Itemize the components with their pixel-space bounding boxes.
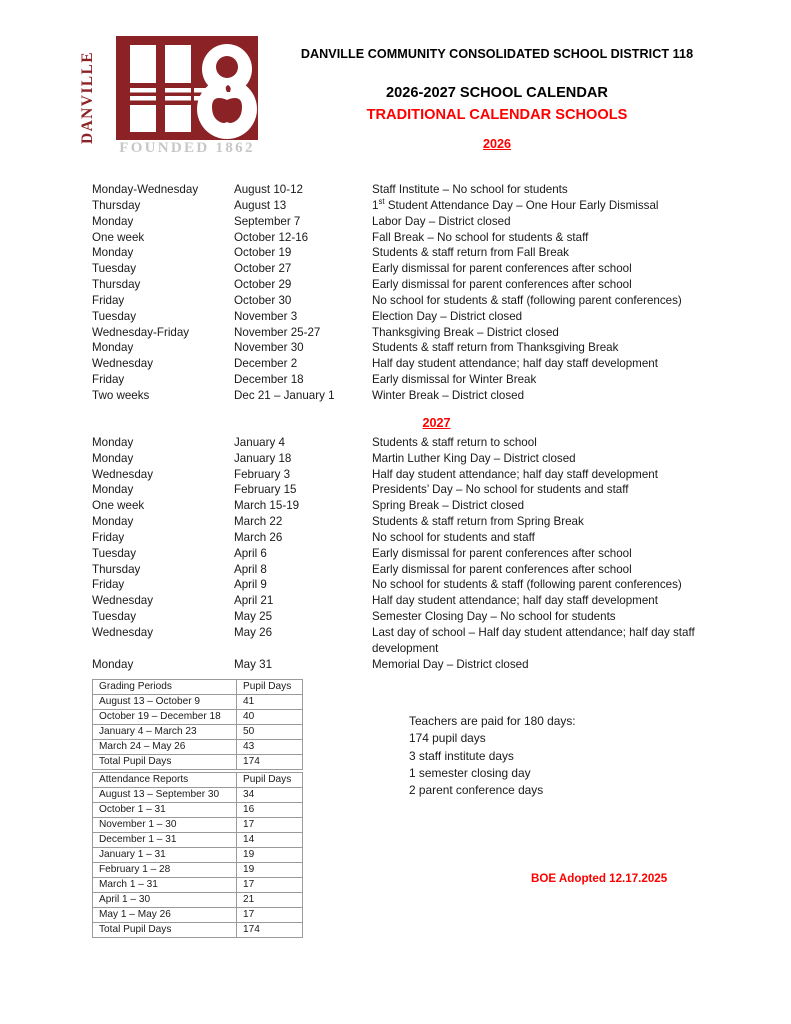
logo-vertical-danville-text: DANVILLE bbox=[79, 50, 96, 144]
calendar-date: October 30 bbox=[234, 293, 292, 307]
calendar-description: Semester Closing Day – No school for students bbox=[372, 610, 616, 624]
calendar-day-of-week: Monday-Wednesday bbox=[92, 183, 199, 196]
grading-periods-table bbox=[92, 679, 303, 770]
calendar-day-of-week: Friday bbox=[92, 530, 125, 544]
table-cell-label: January 1 – 31 bbox=[93, 848, 237, 863]
table-cell-value: 34 bbox=[237, 788, 303, 803]
calendar-day-of-week: Monday bbox=[92, 435, 134, 449]
calendar-row bbox=[0, 261, 791, 277]
table-cell-value: 174 bbox=[237, 923, 303, 938]
calendar-date: November 30 bbox=[234, 341, 304, 355]
table-row bbox=[93, 740, 303, 755]
calendar-description: Early dismissal for parent conferences after school bbox=[372, 546, 632, 560]
year-heading-2026: 2026 bbox=[482, 137, 512, 151]
calendar-row bbox=[0, 182, 791, 198]
calendar-row bbox=[0, 593, 791, 609]
calendar-row bbox=[0, 514, 791, 530]
calendar-day-of-week: One week bbox=[92, 230, 145, 244]
table-cell-value: 14 bbox=[237, 833, 303, 848]
calendar-row bbox=[0, 372, 791, 388]
calendar-date: October 29 bbox=[234, 278, 292, 292]
calendar-date: October 19 bbox=[234, 246, 292, 260]
table-row bbox=[93, 923, 303, 938]
calendar-day-of-week: Wednesday bbox=[92, 467, 154, 481]
calendar-row bbox=[0, 657, 791, 673]
calendar-date: May 31 bbox=[234, 657, 273, 671]
table-column-header: Grading Periods bbox=[93, 680, 237, 695]
calendar-date: August 13 bbox=[234, 198, 287, 212]
title-block bbox=[262, 0, 732, 151]
calendar-description: Fall Break – No school for students & staff bbox=[372, 230, 589, 244]
calendar-day-of-week: Friday bbox=[92, 293, 125, 307]
calendar-day-of-week: Thursday bbox=[92, 278, 141, 292]
table-cell-label: August 13 – October 9 bbox=[93, 695, 237, 710]
calendar-row bbox=[0, 198, 791, 214]
calendar-row bbox=[0, 356, 791, 372]
calendar-row bbox=[0, 498, 791, 514]
calendar-row bbox=[0, 309, 791, 325]
calendar-description: Half day student attendance; half day staff development bbox=[372, 357, 658, 371]
calendar-date: November 25-27 bbox=[234, 325, 321, 339]
table-row bbox=[93, 833, 303, 848]
calendar-description: Half day student attendance; half day staff development bbox=[372, 594, 658, 608]
calendar-description: Presidents’ Day – No school for students and staff bbox=[372, 483, 629, 497]
table-cell-value: 50 bbox=[237, 725, 303, 740]
table-cell-value: 174 bbox=[237, 755, 303, 770]
calendar-row bbox=[0, 467, 791, 483]
calendar-date: October 27 bbox=[234, 262, 292, 276]
calendar-date: August 10-12 bbox=[234, 183, 303, 196]
calendar-date: November 3 bbox=[234, 309, 298, 323]
logo-founded-text: FOUNDED 1862 bbox=[119, 140, 255, 156]
calendar-description: Election Day – District closed bbox=[372, 309, 523, 323]
calendar-description: Early dismissal for parent conferences after school bbox=[372, 262, 632, 276]
calendar-day-of-week: Friday bbox=[92, 373, 125, 387]
calendar-description: Half day student attendance; half day staff development bbox=[372, 467, 658, 481]
table-cell-label: October 19 – December 18 bbox=[93, 710, 237, 725]
calendar-description: No school for students and staff bbox=[372, 530, 535, 544]
calendar-row bbox=[0, 451, 791, 467]
calendar-date: March 22 bbox=[234, 515, 283, 529]
calendar-row bbox=[0, 562, 791, 578]
calendar-row bbox=[0, 435, 791, 451]
table-cell-label: February 1 – 28 bbox=[93, 863, 237, 878]
table-cell-value: 21 bbox=[237, 893, 303, 908]
calendar-row bbox=[0, 546, 791, 562]
table-row bbox=[93, 818, 303, 833]
table-cell-value: 40 bbox=[237, 710, 303, 725]
ordinal-superscript: st bbox=[378, 196, 385, 206]
calendar-date: January 18 bbox=[234, 451, 292, 465]
calendar-day-of-week: One week bbox=[92, 499, 145, 513]
table-cell-value: 43 bbox=[237, 740, 303, 755]
calendar-day-of-week: Tuesday bbox=[92, 309, 137, 323]
teacher-pay-line: 174 pupil days bbox=[409, 731, 486, 746]
calendar-description: Thanksgiving Break – District closed bbox=[372, 325, 559, 339]
table-row bbox=[93, 710, 303, 725]
table-row bbox=[93, 695, 303, 710]
calendar-day-of-week: Monday bbox=[92, 214, 134, 228]
calendar-day-of-week: Monday bbox=[92, 515, 134, 529]
teacher-pay-note bbox=[409, 713, 576, 799]
teacher-pay-line: 3 staff institute days bbox=[409, 748, 514, 763]
calendar-day-of-week: Monday bbox=[92, 657, 134, 671]
calendar-description: Students & staff return to school bbox=[372, 435, 537, 449]
teacher-pay-line: 2 parent conference days bbox=[409, 783, 544, 798]
table-cell-label: November 1 – 30 bbox=[93, 818, 237, 833]
calendar-date: December 2 bbox=[234, 357, 298, 371]
calendar-row bbox=[0, 245, 791, 261]
document-header bbox=[0, 0, 791, 175]
table-row bbox=[93, 863, 303, 878]
calendar-row bbox=[0, 214, 791, 230]
calendar-row bbox=[0, 340, 791, 356]
table-cell-value: 19 bbox=[237, 848, 303, 863]
table-cell-label: August 13 – September 30 bbox=[93, 788, 237, 803]
table-row bbox=[93, 908, 303, 923]
calendar-date: March 26 bbox=[234, 530, 283, 544]
calendar-day-of-week: Monday bbox=[92, 483, 134, 497]
calendar-description: Students & staff return from Fall Break bbox=[372, 246, 569, 260]
table-cell-label: Total Pupil Days bbox=[93, 923, 237, 938]
calendar-description: Winter Break – District closed bbox=[372, 388, 525, 402]
calendar-day-of-week: Wednesday bbox=[92, 594, 154, 608]
calendar-day-of-week: Thursday bbox=[92, 198, 141, 212]
calendar-row bbox=[0, 230, 791, 246]
calendar-day-of-week: Two weeks bbox=[92, 388, 150, 402]
table-cell-label: January 4 – March 23 bbox=[93, 725, 237, 740]
calendar-description: Memorial Day – District closed bbox=[372, 657, 529, 671]
calendar-day-of-week: Wednesday bbox=[92, 357, 154, 371]
calendar-date: January 4 bbox=[234, 435, 285, 449]
calendar-date: Dec 21 – January 1 bbox=[234, 388, 335, 402]
calendar-day-of-week: Thursday bbox=[92, 562, 141, 576]
calendar-date: February 3 bbox=[234, 467, 291, 481]
calendar-description: Labor Day – District closed bbox=[372, 214, 511, 228]
table-row bbox=[93, 725, 303, 740]
table-cell-value: 16 bbox=[237, 803, 303, 818]
table-row bbox=[93, 788, 303, 803]
table-column-header: Attendance Reports bbox=[93, 773, 237, 788]
logo-118-mark-icon bbox=[116, 36, 258, 140]
table-cell-value: 17 bbox=[237, 818, 303, 833]
table-cell-label: Total Pupil Days bbox=[93, 755, 237, 770]
calendar-date: May 25 bbox=[234, 610, 273, 624]
calendar-description: Last day of school – Half day student attendance; half day staff development bbox=[372, 625, 695, 655]
table-row bbox=[93, 893, 303, 908]
table-cell-label: April 1 – 30 bbox=[93, 893, 237, 908]
calendar-date: December 18 bbox=[234, 373, 304, 387]
calendar-day-of-week: Tuesday bbox=[92, 546, 137, 560]
table-cell-label: March 1 – 31 bbox=[93, 878, 237, 893]
calendar-description: Early dismissal for parent conferences after school bbox=[372, 562, 632, 576]
calendar-date: April 8 bbox=[234, 562, 267, 576]
district-name-heading: DANVILLE COMMUNITY CONSOLIDATED SCHOOL DISTRICT 118 bbox=[300, 47, 694, 61]
table-cell-label: March 24 – May 26 bbox=[93, 740, 237, 755]
calendar-day-of-week: Monday bbox=[92, 246, 134, 260]
calendar-description: Students & staff return from Spring Break bbox=[372, 515, 584, 529]
calendar-description: Martin Luther King Day – District closed bbox=[372, 451, 576, 465]
calendar-description: Spring Break – District closed bbox=[372, 499, 525, 513]
calendar-row bbox=[0, 625, 791, 657]
calendar-year-heading: 2026-2027 SCHOOL CALENDAR bbox=[386, 85, 608, 101]
table-header-row bbox=[93, 680, 303, 695]
calendar-date: May 26 bbox=[234, 625, 273, 639]
calendar-date: April 9 bbox=[234, 578, 267, 592]
calendar-day-of-week: Wednesday-Friday bbox=[92, 325, 190, 339]
calendar-day-of-week: Friday bbox=[92, 578, 125, 592]
calendar-section-2027 bbox=[0, 435, 791, 673]
table-cell-value: 17 bbox=[237, 878, 303, 893]
calendar-description: No school for students & staff (following parent conferences) bbox=[372, 578, 682, 592]
calendar-row bbox=[0, 482, 791, 498]
table-cell-label: December 1 – 31 bbox=[93, 833, 237, 848]
calendar-day-of-week: Monday bbox=[92, 341, 134, 355]
calendar-day-of-week: Tuesday bbox=[92, 610, 137, 624]
table-cell-value: 17 bbox=[237, 908, 303, 923]
table-row bbox=[93, 755, 303, 770]
table-cell-label: May 1 – May 26 bbox=[93, 908, 237, 923]
calendar-date: September 7 bbox=[234, 214, 301, 228]
calendar-description: Staff Institute – No school for students bbox=[372, 183, 568, 196]
calendar-date: April 6 bbox=[234, 546, 267, 560]
attendance-reports-table bbox=[92, 772, 303, 938]
table-cell-value: 41 bbox=[237, 695, 303, 710]
calendar-day-of-week: Monday bbox=[92, 451, 134, 465]
table-row bbox=[93, 803, 303, 818]
calendar-day-of-week: Wednesday bbox=[92, 625, 154, 639]
calendar-description: Early dismissal for Winter Break bbox=[372, 373, 537, 387]
table-column-header: Pupil Days bbox=[237, 680, 303, 695]
table-column-header: Pupil Days bbox=[237, 773, 303, 788]
calendar-row bbox=[0, 530, 791, 546]
calendar-entries bbox=[0, 182, 791, 672]
calendar-row bbox=[0, 277, 791, 293]
teacher-pay-line: Teachers are paid for 180 days: bbox=[409, 714, 576, 728]
calendar-section-2026 bbox=[0, 182, 791, 404]
calendar-day-of-week: Tuesday bbox=[92, 262, 137, 276]
calendar-description: No school for students & staff (following parent conferences) bbox=[372, 293, 682, 307]
teacher-pay-line: 1 semester closing day bbox=[409, 765, 531, 780]
table-cell-label: October 1 – 31 bbox=[93, 803, 237, 818]
calendar-row bbox=[0, 293, 791, 309]
table-row bbox=[93, 848, 303, 863]
calendar-description: Early dismissal for parent conferences after school bbox=[372, 278, 632, 292]
calendar-date: April 21 bbox=[234, 594, 274, 608]
traditional-schools-heading: TRADITIONAL CALENDAR SCHOOLS bbox=[366, 107, 628, 123]
table-cell-value: 19 bbox=[237, 863, 303, 878]
calendar-description: Students & staff return from Thanksgiving Break bbox=[372, 341, 619, 355]
calendar-date: February 15 bbox=[234, 483, 297, 497]
boe-adopted-note: BOE Adopted 12.17.2025 bbox=[531, 872, 668, 885]
table-row bbox=[93, 878, 303, 893]
calendar-row bbox=[0, 577, 791, 593]
table-header-row bbox=[93, 773, 303, 788]
year-heading-2027: 2027 bbox=[422, 415, 451, 430]
calendar-row bbox=[0, 609, 791, 625]
calendar-row bbox=[0, 388, 791, 404]
calendar-date: March 15-19 bbox=[234, 499, 300, 513]
district-logo bbox=[77, 36, 262, 161]
calendar-date: October 12-16 bbox=[234, 230, 309, 244]
calendar-row bbox=[0, 325, 791, 341]
calendar-description: 1st Student Attendance Day – One Hour Early Dismissal bbox=[372, 196, 659, 212]
